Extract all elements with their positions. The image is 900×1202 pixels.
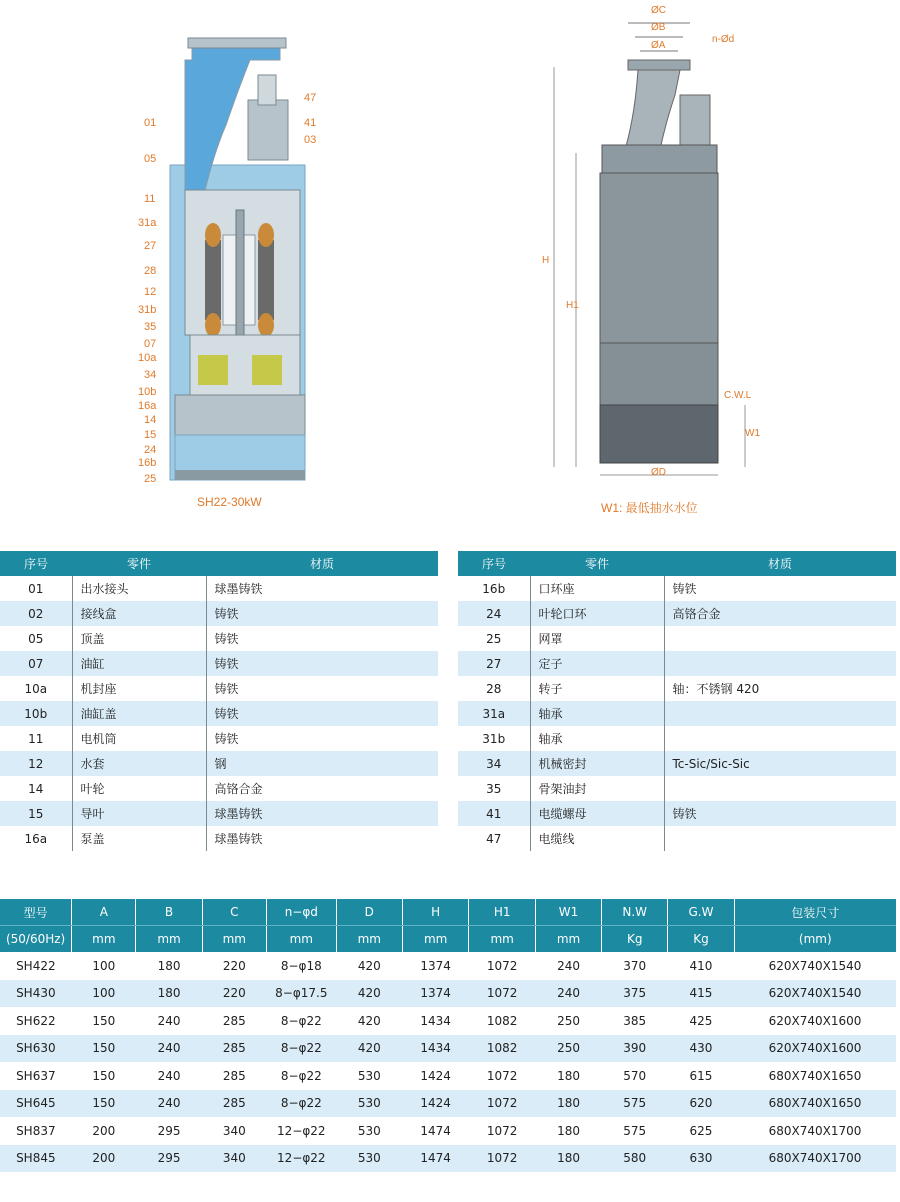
spec-cell: 285 xyxy=(222,1013,246,1028)
part-material: 铸铁 xyxy=(214,732,239,746)
parts-table-right xyxy=(458,551,896,851)
spec-cell: 200 xyxy=(72,1145,136,1173)
spec-header-cell: 包装尺寸 xyxy=(734,899,896,926)
spec-cell: 530 xyxy=(357,1123,381,1138)
col-no: 序号 xyxy=(0,551,72,576)
spec-header-cell: W1 xyxy=(535,899,601,926)
cross-section-drawing xyxy=(130,30,360,510)
spec-cell: 390 xyxy=(602,1035,668,1063)
spec-cell: 415 xyxy=(668,980,734,1008)
parts-row xyxy=(0,726,438,751)
callout-41: 41 xyxy=(304,117,317,129)
spec-header-cell: D xyxy=(336,899,402,926)
part-material: 高铬合金 xyxy=(214,782,263,796)
spec-cell: 385 xyxy=(623,1013,647,1028)
spec-cell: 625 xyxy=(689,1123,713,1138)
parts-row xyxy=(0,801,438,826)
callout-27: 27 xyxy=(144,240,157,252)
spec-cell: 180 xyxy=(535,1145,601,1173)
spec-cell: 100 xyxy=(92,958,116,973)
spec-cell: 240 xyxy=(136,1035,202,1063)
part-name: 机械密封 xyxy=(530,751,664,776)
pump-cross-section xyxy=(130,30,360,510)
parts-table-left xyxy=(0,551,438,851)
spec-cell: 250 xyxy=(535,1035,601,1063)
spec-cell: 1072 xyxy=(469,1145,536,1173)
parts-row xyxy=(0,651,438,676)
spec-cell: 180 xyxy=(157,958,181,973)
parts-row xyxy=(458,676,896,701)
cross-section-caption: SH22-30kW xyxy=(197,495,262,509)
part-no: 41 xyxy=(458,801,530,826)
part-no: 34 xyxy=(458,751,530,776)
callout-12: 12 xyxy=(144,286,157,298)
part-no: 02 xyxy=(0,601,72,626)
spec-cell: SH645 xyxy=(0,1090,72,1118)
part-name: 电缆螺母 xyxy=(530,801,664,826)
callout-14: 14 xyxy=(144,414,157,426)
spec-header-cell: mm xyxy=(469,926,536,953)
spec-row xyxy=(0,980,896,1008)
col-material: 材质 xyxy=(664,551,896,576)
spec-cell: 410 xyxy=(689,958,713,973)
pump-exterior xyxy=(540,5,780,485)
part-name: 油缸 xyxy=(72,651,206,676)
spec-cell: 420 xyxy=(357,958,381,973)
callout-11: 11 xyxy=(144,193,156,205)
callout-35: 35 xyxy=(144,321,157,333)
part-no: 27 xyxy=(458,651,530,676)
spec-header-cell: n−φd xyxy=(266,899,336,926)
parts-row xyxy=(458,576,896,601)
spec-cell: 240 xyxy=(557,958,580,973)
dim-w1: W1 xyxy=(745,428,760,439)
spec-cell: SH422 xyxy=(16,958,56,973)
spec-cell: 1434 xyxy=(420,1013,451,1028)
part-no: 10b xyxy=(0,701,72,726)
spec-cell: 180 xyxy=(557,1123,580,1138)
parts-row xyxy=(458,751,896,776)
part-material: 铸铁 xyxy=(206,601,438,626)
spec-row xyxy=(0,1062,896,1090)
dim-oa: ØA xyxy=(651,40,666,51)
dim-h: H xyxy=(542,255,550,266)
spec-cell: 620X740X1600 xyxy=(734,1035,896,1063)
callout-16b: 16b xyxy=(138,457,157,469)
spec-header-cell: mm xyxy=(402,926,469,953)
part-name: 机封座 xyxy=(72,676,206,701)
spec-cell: 680X740X1650 xyxy=(768,1068,862,1083)
parts-row xyxy=(0,576,438,601)
spec-cell: 620X740X1600 xyxy=(768,1013,862,1028)
spec-row xyxy=(0,1007,896,1035)
part-name: 导叶 xyxy=(72,801,206,826)
callout-07: 07 xyxy=(144,338,157,350)
part-no: 24 xyxy=(458,601,530,626)
spec-cell: 240 xyxy=(535,980,601,1008)
spec-row xyxy=(0,952,896,980)
callout-01: 01 xyxy=(144,117,157,129)
spec-cell: 8−φ22 xyxy=(266,1035,336,1063)
spec-cell: 8−φ22 xyxy=(280,1068,322,1083)
dim-nd: n-Ød xyxy=(712,34,735,45)
spec-cell: 1424 xyxy=(420,1068,451,1083)
spec-cell: 180 xyxy=(535,1090,601,1118)
callout-10b: 10b xyxy=(138,386,157,398)
part-material: 铸铁 xyxy=(664,801,896,826)
part-material: 铸铁 xyxy=(214,632,239,646)
spec-cell: 1082 xyxy=(486,1013,518,1028)
part-no: 11 xyxy=(0,726,72,751)
callout-24: 24 xyxy=(144,444,157,456)
part-material: 球墨铸铁 xyxy=(214,832,263,846)
spec-header-cell: G.W xyxy=(668,899,734,926)
spec-cell: 150 xyxy=(72,1035,136,1063)
spec-cell: 575 xyxy=(623,1123,647,1138)
part-material: 球墨铸铁 xyxy=(214,582,263,596)
spec-cell: 240 xyxy=(157,1013,181,1028)
parts-row xyxy=(0,826,438,851)
callout-47: 47 xyxy=(304,92,317,104)
spec-header-cell: C xyxy=(202,899,266,926)
spec-cell: 1082 xyxy=(469,1035,536,1063)
spec-row xyxy=(0,1090,896,1118)
spec-cell: 150 xyxy=(92,1013,116,1028)
spec-cell: 680X740X1700 xyxy=(768,1123,862,1138)
spec-cell: 680X740X1700 xyxy=(734,1145,896,1173)
spec-cell: 8−φ22 xyxy=(266,1090,336,1118)
part-material: 高铬合金 xyxy=(664,601,896,626)
spec-cell: 620X740X1540 xyxy=(768,958,862,973)
part-no: 07 xyxy=(0,651,72,676)
part-no: 12 xyxy=(0,751,72,776)
callout-05: 05 xyxy=(144,153,157,165)
spec-cell: 430 xyxy=(668,1035,734,1063)
parts-row xyxy=(0,701,438,726)
part-name: 出水接头 xyxy=(72,576,206,601)
spec-cell: 420 xyxy=(336,1035,402,1063)
spec-header-cell: mm xyxy=(336,926,402,953)
spec-cell: 575 xyxy=(602,1090,668,1118)
parts-row xyxy=(0,776,438,801)
spec-cell: 8−φ18 xyxy=(280,958,322,973)
spec-cell: 250 xyxy=(557,1013,580,1028)
exterior-drawing xyxy=(540,5,780,485)
part-no: 10a xyxy=(0,676,72,701)
part-name: 接线盒 xyxy=(72,601,206,626)
part-material: 球墨铸铁 xyxy=(206,801,438,826)
spec-cell: 220 xyxy=(222,958,246,973)
part-name: 口环座 xyxy=(530,576,664,601)
part-no: 31b xyxy=(458,726,530,751)
col-part: 零件 xyxy=(530,551,664,576)
spec-header-cell: B xyxy=(136,899,202,926)
spec-cell: 620X740X1540 xyxy=(734,980,896,1008)
spec-cell: 1424 xyxy=(402,1090,469,1118)
spec-cell: 180 xyxy=(136,980,202,1008)
dim-h1: H1 xyxy=(566,300,579,311)
part-name: 电机筒 xyxy=(72,726,206,751)
part-material: 钢 xyxy=(206,751,438,776)
spec-cell: 285 xyxy=(202,1035,266,1063)
parts-row xyxy=(458,776,896,801)
spec-cell: SH637 xyxy=(16,1068,56,1083)
parts-row xyxy=(458,601,896,626)
part-no: 28 xyxy=(458,676,530,701)
callout-31b: 31b xyxy=(138,304,157,316)
callout-03: 03 xyxy=(304,134,317,146)
part-material xyxy=(664,776,896,801)
spec-cell: 530 xyxy=(336,1145,402,1173)
part-name: 电缆线 xyxy=(530,826,664,851)
spec-cell: SH837 xyxy=(16,1123,56,1138)
part-material: 轴：不锈钢 420 xyxy=(672,682,760,696)
part-name: 网罩 xyxy=(530,626,664,651)
spec-header-cell: A xyxy=(72,899,136,926)
spec-header-cell: mm xyxy=(266,926,336,953)
spec-header-cell: Kg xyxy=(602,926,668,953)
spec-header-cell: (mm) xyxy=(734,926,896,953)
spec-cell: 285 xyxy=(202,1090,266,1118)
part-material: 铸铁 xyxy=(206,701,438,726)
spec-cell: 630 xyxy=(668,1145,734,1173)
part-name: 油缸盖 xyxy=(72,701,206,726)
part-no: 14 xyxy=(0,776,72,801)
spec-cell: 370 xyxy=(623,958,647,973)
part-no: 25 xyxy=(458,626,530,651)
spec-cell: 1374 xyxy=(402,980,469,1008)
part-name: 定子 xyxy=(530,651,664,676)
parts-row xyxy=(458,626,896,651)
callout-16a: 16a xyxy=(138,400,157,412)
spec-cell: 425 xyxy=(689,1013,713,1028)
spec-header-cell: mm xyxy=(202,926,266,953)
spec-header-cell: Kg xyxy=(668,926,734,953)
parts-row xyxy=(0,601,438,626)
callout-31a: 31a xyxy=(138,217,157,229)
parts-row xyxy=(458,701,896,726)
spec-cell: SH630 xyxy=(0,1035,72,1063)
spec-cell: 420 xyxy=(336,980,402,1008)
spec-cell: 580 xyxy=(602,1145,668,1173)
spec-header-cell: mm xyxy=(136,926,202,953)
part-name: 叶轮 xyxy=(72,776,206,801)
spec-cell: 1072 xyxy=(486,1123,518,1138)
dim-oc: ØC xyxy=(651,5,666,16)
parts-row xyxy=(458,726,896,751)
part-no: 05 xyxy=(0,626,72,651)
spec-cell: 1072 xyxy=(486,958,518,973)
part-material: Tc-Sic/Sic-Sic xyxy=(664,751,896,776)
spec-cell: SH622 xyxy=(16,1013,56,1028)
parts-row xyxy=(458,801,896,826)
spec-cell: 1072 xyxy=(486,1068,518,1083)
spec-cell: 285 xyxy=(222,1068,246,1083)
part-no: 01 xyxy=(0,576,72,601)
spec-cell: 240 xyxy=(136,1090,202,1118)
part-material xyxy=(664,726,896,751)
spec-cell: 1474 xyxy=(402,1145,469,1173)
callout-15: 15 xyxy=(144,429,157,441)
spec-row xyxy=(0,1117,896,1145)
spec-cell: 295 xyxy=(136,1145,202,1173)
spec-header-cell: H1 xyxy=(469,899,536,926)
spec-cell: 150 xyxy=(72,1090,136,1118)
spec-cell: 12−φ22 xyxy=(277,1123,326,1138)
spec-cell: 615 xyxy=(689,1068,713,1083)
spec-cell: 8−φ17.5 xyxy=(266,980,336,1008)
part-no: 15 xyxy=(0,801,72,826)
part-material xyxy=(664,626,896,651)
part-name: 水套 xyxy=(72,751,206,776)
spec-cell: 620 xyxy=(668,1090,734,1118)
spec-cell: 1474 xyxy=(420,1123,451,1138)
spec-cell: 570 xyxy=(623,1068,647,1083)
dim-cwl: C.W.L xyxy=(724,390,752,401)
part-no: 16a xyxy=(0,826,72,851)
spec-cell: 180 xyxy=(557,1068,580,1083)
spec-cell: 200 xyxy=(92,1123,116,1138)
spec-cell: 1434 xyxy=(402,1035,469,1063)
part-material: 铸铁 xyxy=(206,651,438,676)
spec-row xyxy=(0,1035,896,1063)
spec-cell: 295 xyxy=(157,1123,181,1138)
spec-cell: 8−φ22 xyxy=(280,1013,322,1028)
spec-cell: 375 xyxy=(602,980,668,1008)
parts-row xyxy=(458,651,896,676)
spec-cell: 100 xyxy=(72,980,136,1008)
dim-od: ØD xyxy=(651,467,666,478)
callout-34: 34 xyxy=(144,369,157,381)
part-no: 16b xyxy=(458,576,530,601)
callout-28: 28 xyxy=(144,265,157,277)
part-material: 铸铁 xyxy=(214,682,239,696)
spec-cell: 1374 xyxy=(420,958,451,973)
spec-row xyxy=(0,1145,896,1173)
part-no: 35 xyxy=(458,776,530,801)
dim-ob: ØB xyxy=(651,22,666,33)
part-no: 47 xyxy=(458,826,530,851)
callout-25: 25 xyxy=(144,473,157,485)
col-part: 零件 xyxy=(72,551,206,576)
part-material xyxy=(664,826,896,851)
spec-header-cell: N.W xyxy=(602,899,668,926)
spec-cell: 150 xyxy=(92,1068,116,1083)
spec-cell: 1072 xyxy=(469,1090,536,1118)
spec-cell: 420 xyxy=(357,1013,381,1028)
spec-header-cell: H xyxy=(402,899,469,926)
water-level-caption: W1: 最低抽水水位 xyxy=(601,501,698,515)
spec-cell: 680X740X1650 xyxy=(734,1090,896,1118)
part-name: 轴承 xyxy=(530,701,664,726)
spec-cell: SH845 xyxy=(0,1145,72,1173)
spec-table xyxy=(0,899,896,1172)
callout-10a: 10a xyxy=(138,352,157,364)
spec-cell: 530 xyxy=(357,1068,381,1083)
parts-row xyxy=(0,626,438,651)
part-material: 铸铁 xyxy=(672,582,697,596)
col-material: 材质 xyxy=(206,551,438,576)
part-name: 泵盖 xyxy=(72,826,206,851)
part-no: 31a xyxy=(458,701,530,726)
spec-header-cell: mm xyxy=(535,926,601,953)
parts-row xyxy=(458,826,896,851)
parts-row xyxy=(0,751,438,776)
part-name: 轴承 xyxy=(530,726,664,751)
part-material xyxy=(664,701,896,726)
parts-row xyxy=(0,676,438,701)
part-name: 叶轮口环 xyxy=(530,601,664,626)
part-name: 转子 xyxy=(530,676,664,701)
spec-cell: 12−φ22 xyxy=(266,1145,336,1173)
spec-cell: 240 xyxy=(157,1068,181,1083)
spec-cell: 220 xyxy=(202,980,266,1008)
spec-cell: 1072 xyxy=(469,980,536,1008)
spec-cell: 340 xyxy=(222,1123,246,1138)
part-name: 顶盖 xyxy=(72,626,206,651)
spec-header-cell: mm xyxy=(72,926,136,953)
spec-cell: SH430 xyxy=(0,980,72,1008)
col-no: 序号 xyxy=(458,551,530,576)
spec-header-cell: 型号 xyxy=(0,899,72,926)
spec-header-cell: (50/60Hz) xyxy=(0,926,72,953)
part-material xyxy=(664,651,896,676)
spec-cell: 530 xyxy=(336,1090,402,1118)
spec-cell: 340 xyxy=(202,1145,266,1173)
part-name: 骨架油封 xyxy=(530,776,664,801)
